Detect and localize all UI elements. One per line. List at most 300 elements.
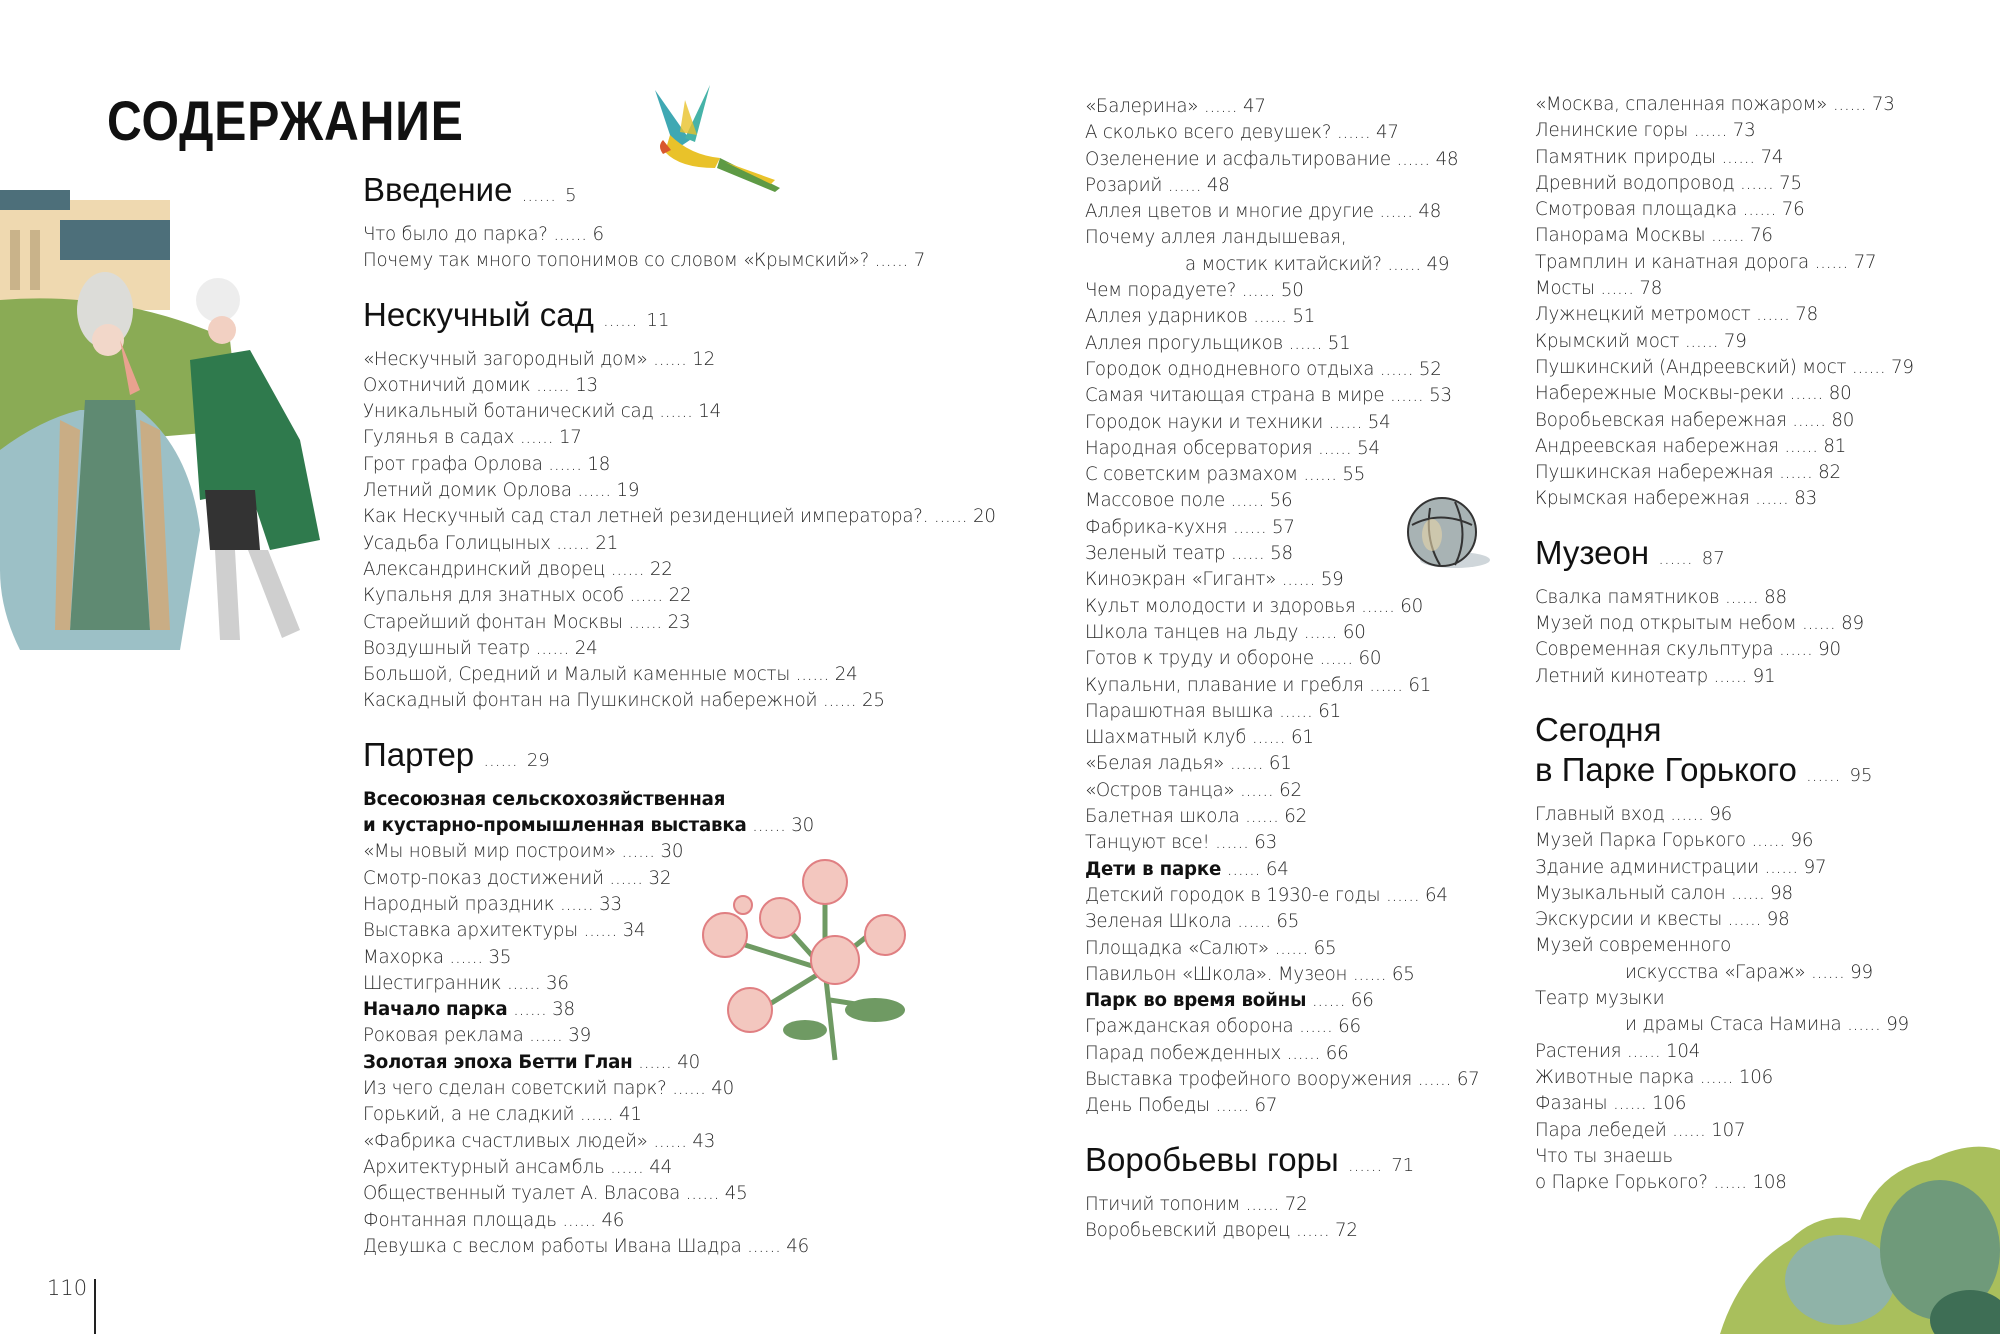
toc-entry-title: Культ молодости и здоровья [1085, 595, 1356, 617]
leader-dots: ...... [556, 532, 590, 554]
toc-entry[interactable] [1085, 830, 1515, 856]
toc-entry[interactable] [1535, 408, 1995, 434]
toc-entry[interactable] [1535, 355, 1995, 381]
toc-entry[interactable] [1085, 383, 1515, 409]
toc-entry-page-number: 61 [1318, 700, 1341, 722]
section-heading[interactable] [1535, 710, 1995, 750]
section-page-number: 5 [565, 185, 577, 206]
toc-entry-page-number: 6 [592, 224, 604, 245]
toc-entry-page-number: 30 [660, 841, 684, 863]
toc-entry-page-number: 60 [1358, 648, 1382, 670]
toc-entry-page-number: 36 [546, 972, 569, 994]
leader-dots: ...... [1229, 753, 1264, 775]
leader-dots: ...... [1279, 700, 1313, 722]
section-heading[interactable] [363, 735, 983, 781]
toc-entry[interactable] [1535, 986, 1995, 1012]
toc-entry-title: Почему аллея ландышевая, [1085, 227, 1347, 249]
toc-entry-page-number: 63 [1254, 832, 1278, 854]
toc-entry-page-number: 65 [1391, 963, 1415, 985]
toc-entry-page-number: 108 [1752, 1172, 1787, 1194]
toc-entry[interactable] [1085, 699, 1515, 725]
toc-entry-page-number: 99 [1886, 1014, 1909, 1036]
toc-entry[interactable] [363, 1208, 983, 1234]
leader-dots: ...... [1693, 120, 1728, 142]
leader-dots: ...... [521, 185, 556, 206]
toc-entry-title: Аллея ударников [1085, 306, 1248, 328]
toc-entry-title: Парад побежденных [1085, 1042, 1282, 1064]
toc-entry-title: Балетная школа [1085, 806, 1240, 828]
leader-dots: ...... [1814, 251, 1849, 273]
toc-entry-title: Охотничий домик [363, 374, 531, 396]
toc-entry-title: Озеленение и асфальтирование [1085, 148, 1391, 170]
section-page-number: 71 [1391, 1154, 1415, 1176]
section-heading[interactable] [1535, 533, 1995, 579]
leader-dots: ...... [1347, 1154, 1383, 1176]
toc-entry[interactable] [363, 248, 983, 274]
toc-entry[interactable] [1535, 611, 1995, 637]
leader-dots: ...... [1230, 543, 1265, 565]
toc-entry[interactable] [1535, 802, 1995, 828]
leader-dots: ...... [1167, 174, 1202, 196]
toc-entry[interactable] [1085, 252, 1515, 278]
leader-dots: ...... [1369, 674, 1403, 696]
toc-entry-title: Розарий [1085, 174, 1163, 196]
toc-entry[interactable] [1535, 171, 1995, 197]
toc-entry[interactable] [363, 399, 983, 425]
toc-entry[interactable] [1535, 637, 1995, 663]
leader-dots: ...... [1352, 963, 1387, 985]
toc-entry[interactable] [1085, 909, 1515, 935]
toc-entry-page-number: 48 [1418, 201, 1442, 223]
toc-entry-title: Летний кинотеатр [1535, 665, 1708, 687]
toc-entry[interactable] [1085, 751, 1515, 777]
leader-dots: ...... [1232, 516, 1267, 538]
toc-entry-page-number: 47 [1242, 96, 1266, 117]
section-heading[interactable] [1535, 750, 1995, 796]
toc-entry[interactable] [363, 610, 983, 636]
leader-dots: ...... [1379, 201, 1413, 223]
toc-entry-title: Массовое поле [1085, 490, 1225, 512]
toc-entry[interactable] [1535, 664, 1995, 690]
toc-entry[interactable] [1085, 988, 1515, 1014]
toc-entry-title: Пара лебедей [1535, 1119, 1667, 1141]
toc-entry[interactable] [1085, 462, 1515, 488]
toc-entry[interactable] [363, 222, 983, 248]
leader-dots: ...... [672, 1078, 706, 1100]
toc-entry-title: Шахматный клуб [1085, 727, 1247, 749]
section-heading[interactable] [363, 170, 983, 216]
leader-dots: ...... [1240, 779, 1274, 801]
toc-entry[interactable] [363, 971, 983, 997]
toc-entry[interactable] [363, 583, 983, 609]
leader-dots: ...... [1336, 122, 1371, 144]
section-heading[interactable] [1085, 1140, 1515, 1186]
leader-dots: ...... [1806, 764, 1841, 786]
toc-entry[interactable] [1535, 1170, 1995, 1196]
toc-entry-title: Пушкинская набережная [1535, 462, 1774, 484]
leader-dots: ...... [1626, 1040, 1661, 1062]
toc-entry[interactable] [1535, 434, 1995, 460]
leader-dots: ...... [535, 637, 570, 659]
toc-entry[interactable] [1085, 725, 1515, 751]
toc-entry[interactable] [1085, 147, 1515, 173]
toc-entry[interactable] [1085, 94, 1515, 120]
leader-dots: ...... [1721, 146, 1755, 168]
toc-entry[interactable] [1085, 120, 1515, 146]
toc-entry[interactable] [1085, 1067, 1515, 1093]
toc-entry-page-number: 76 [1750, 225, 1773, 247]
toc-entry-title: Гражданская оборона [1085, 1016, 1294, 1038]
toc-entry-page-number: 98 [1770, 882, 1793, 904]
toc-entry[interactable] [363, 813, 983, 839]
toc-entry-title: и драмы Стаса Намина [1625, 1014, 1842, 1036]
toc-entry-page-number: 67 [1254, 1095, 1278, 1117]
leader-dots: ...... [1684, 330, 1719, 352]
toc-entry-title: Крымская набережная [1535, 488, 1750, 510]
toc-entry[interactable] [363, 866, 983, 892]
baroque-couple-illustration [0, 190, 335, 660]
toc-entry-page-number: 104 [1666, 1040, 1701, 1062]
section-heading-text: Введение [363, 171, 513, 208]
toc-entry[interactable] [363, 688, 983, 714]
leader-dots: ...... [1379, 358, 1414, 380]
leader-dots: ...... [795, 664, 830, 686]
leader-dots: ...... [1751, 830, 1785, 852]
toc-entry-page-number: 65 [1313, 937, 1337, 959]
toc-entry-page-number: 79 [1891, 356, 1914, 378]
toc-entry-page-number: 96 [1709, 803, 1733, 825]
toc-entry-page-number: 50 [1280, 280, 1304, 302]
toc-entry[interactable] [1085, 857, 1515, 883]
toc-entry-title: Как Нескучный сад стал летней резиденцией императора?. [363, 506, 929, 528]
toc-entry-title: Музей Парка Горького [1535, 830, 1746, 852]
leader-dots: ...... [1319, 648, 1353, 670]
toc-entry-title: Крымский мост [1535, 330, 1680, 352]
toc-entry[interactable] [1085, 357, 1515, 383]
toc-entry-title: Грот графа Орлова [363, 453, 543, 475]
leader-dots: ...... [621, 841, 655, 863]
toc-entry[interactable] [1535, 381, 1995, 407]
toc-entry[interactable] [1085, 620, 1515, 646]
leader-dots: ...... [1295, 1219, 1330, 1241]
toc-entry[interactable] [363, 1076, 983, 1102]
toc-entry-page-number: 97 [1803, 856, 1827, 878]
toc-entry[interactable] [1085, 567, 1515, 593]
section-gap [1535, 690, 1995, 710]
toc-entry[interactable] [1535, 1144, 1995, 1170]
section-heading-text: Нескучный сад [363, 295, 594, 333]
toc-entry-title: Чем порадуете? [1085, 280, 1237, 302]
toc-entry-page-number: 62 [1279, 779, 1302, 801]
toc-entry[interactable] [1535, 881, 1995, 907]
toc-entry-title: Воробьевский дворец [1085, 1219, 1291, 1241]
leader-dots: ...... [1317, 437, 1352, 459]
leader-dots: ...... [1710, 225, 1745, 247]
toc-entry-page-number: 13 [575, 374, 598, 396]
toc-entry-title: Купальня для знатных особ [363, 585, 624, 607]
toc-entry-page-number: 39 [568, 1025, 591, 1047]
toc-entry-page-number: 59 [1320, 569, 1344, 591]
leader-dots: ...... [603, 309, 638, 331]
toc-entry-page-number: 78 [1795, 304, 1818, 326]
toc-entry-title: Фабрика-кухня [1085, 516, 1228, 538]
toc-entry-title: «Москва, спаленная пожаром» [1535, 94, 1828, 115]
toc-entry[interactable] [363, 504, 996, 530]
toc-entry-title: «Белая ладья» [1085, 753, 1225, 775]
toc-entry-page-number: 41 [618, 1104, 642, 1126]
toc-entry[interactable] [1085, 594, 1515, 620]
toc-entry[interactable] [1085, 410, 1515, 436]
leader-dots: ...... [1245, 1193, 1280, 1215]
toc-entry[interactable] [363, 997, 983, 1023]
toc-entry[interactable] [1535, 486, 1995, 512]
toc-entry[interactable] [1085, 1218, 1515, 1244]
toc-entry-title: «Балерина» [1085, 96, 1199, 117]
leader-dots: ...... [1713, 1172, 1747, 1194]
leader-dots: ...... [752, 815, 786, 837]
toc-entry-page-number: 91 [1752, 665, 1776, 687]
toc-entry[interactable] [363, 452, 983, 478]
toc-entry[interactable] [1535, 585, 1995, 611]
toc-entry[interactable] [1535, 907, 1995, 933]
toc-entry-title: Зеленый театр [1085, 543, 1226, 565]
leader-dots: ...... [1672, 1119, 1706, 1141]
toc-entry-page-number: 66 [1325, 1042, 1349, 1064]
toc-entry[interactable] [363, 1023, 983, 1049]
toc-column-2 [1085, 94, 1515, 1244]
toc-entry[interactable] [363, 1234, 983, 1260]
toc-entry-title: Школа танцев на льду [1085, 621, 1299, 643]
toc-entry-page-number: 25 [861, 690, 885, 712]
toc-entry[interactable] [1085, 673, 1515, 699]
toc-entry[interactable] [1085, 646, 1515, 672]
toc-entry-title: Детский городок в 1930-е годы [1085, 884, 1381, 906]
toc-entry-page-number: 78 [1639, 278, 1663, 300]
toc-entry-title: Городок науки и техники [1085, 411, 1324, 433]
toc-entry-title: Музей современного [1535, 935, 1732, 957]
toc-entry[interactable] [1085, 804, 1515, 830]
toc-entry[interactable] [1085, 962, 1515, 988]
section-page-number: 11 [646, 309, 670, 331]
toc-entry-title: Каскадный фонтан на Пушкинской набережной [363, 690, 818, 712]
toc-entry-title: Шестигранник [363, 972, 502, 994]
toc-entry[interactable] [1535, 118, 1995, 144]
toc-entry[interactable] [363, 918, 983, 944]
leader-dots: ...... [559, 893, 594, 915]
toc-entry-title: Старейший фонтан Москвы [363, 611, 623, 633]
toc-entry-page-number: 46 [601, 1209, 625, 1231]
toc-entry[interactable] [1535, 1065, 1995, 1091]
toc-entry-title: Лужнецкий метромост [1535, 304, 1751, 326]
toc-entry[interactable] [1535, 1118, 1995, 1144]
toc-entry-title: Театр музыки [1535, 988, 1665, 1010]
toc-entry-title: Площадка «Салют» [1085, 937, 1269, 959]
toc-entry-page-number: 98 [1766, 909, 1790, 931]
toc-entry-page-number: 80 [1828, 383, 1852, 405]
toc-entry-page-number: 106 [1652, 1093, 1687, 1115]
toc-entry-page-number: 43 [692, 1130, 716, 1152]
section-heading[interactable] [363, 295, 983, 341]
toc-entry-title: Трамплин и канатная дорога [1535, 251, 1809, 273]
toc-entry[interactable] [363, 478, 983, 504]
toc-entry-page-number: 80 [1831, 409, 1855, 431]
toc-entry[interactable] [363, 945, 983, 971]
toc-entry[interactable] [1085, 778, 1515, 804]
toc-entry[interactable] [1085, 936, 1515, 962]
toc-entry-page-number: 61 [1290, 727, 1314, 749]
toc-entry[interactable] [1085, 1192, 1515, 1218]
toc-entry-page-number: 19 [616, 480, 640, 502]
toc-entry[interactable] [1085, 1041, 1515, 1067]
toc-entry[interactable] [1085, 541, 1515, 567]
toc-entry[interactable] [1535, 197, 1995, 223]
toc-entry-page-number: 20 [972, 506, 996, 528]
toc-entry[interactable] [1535, 329, 1995, 355]
toc-entry[interactable] [363, 373, 983, 399]
toc-entry-page-number: 79 [1723, 330, 1747, 352]
toc-entry[interactable] [1085, 278, 1515, 304]
toc-entry[interactable] [363, 1155, 983, 1181]
toc-entry[interactable] [363, 531, 983, 557]
toc-entry[interactable] [363, 425, 983, 451]
toc-entry-title: Экскурсии и квесты [1535, 909, 1723, 931]
leader-dots: ...... [1742, 199, 1777, 221]
toc-entry[interactable] [1535, 1012, 1995, 1038]
toc-entry[interactable] [1085, 225, 1515, 251]
toc-entry-page-number: 65 [1276, 911, 1300, 933]
leader-dots: ...... [628, 611, 662, 633]
toc-entry[interactable] [1535, 960, 1995, 986]
leader-dots: ...... [1230, 490, 1265, 512]
toc-entry[interactable] [363, 557, 983, 583]
leader-dots: ...... [629, 585, 663, 607]
toc-entry-page-number: 107 [1711, 1119, 1746, 1141]
leader-dots: ...... [1286, 1042, 1321, 1064]
toc-entry[interactable] [1085, 304, 1515, 330]
toc-entry-page-number: 96 [1790, 830, 1814, 852]
toc-entry[interactable] [1085, 199, 1515, 225]
toc-entry-page-number: 89 [1841, 613, 1864, 635]
leader-dots: ...... [1203, 96, 1238, 117]
leader-dots: ...... [1600, 278, 1634, 300]
toc-entry[interactable] [1535, 460, 1995, 486]
leader-dots: ...... [506, 972, 541, 994]
toc-entry-page-number: 56 [1269, 490, 1293, 512]
leader-dots: ...... [1303, 464, 1337, 486]
leader-dots: ...... [536, 374, 570, 396]
leader-dots: ...... [638, 1051, 672, 1073]
leader-dots: ...... [609, 867, 643, 889]
toc-entry[interactable] [1085, 488, 1515, 514]
toc-entry[interactable] [363, 787, 983, 813]
toc-entry-title: Горький, а не сладкий [363, 1104, 575, 1126]
toc-entry[interactable] [1085, 1014, 1515, 1040]
leader-dots: ...... [1740, 172, 1774, 194]
toc-entry[interactable] [1535, 223, 1995, 249]
leader-dots: ...... [1288, 332, 1323, 354]
toc-entry-title: Памятник природы [1535, 146, 1716, 168]
leader-dots: ...... [1274, 937, 1309, 959]
toc-entry[interactable] [1535, 92, 1995, 118]
toc-entry-page-number: 77 [1853, 251, 1877, 273]
toc-entry[interactable] [363, 1102, 983, 1128]
toc-entry-title: о Парке Горького? [1535, 1172, 1714, 1194]
toc-entry[interactable] [1535, 302, 1995, 328]
page-number: 110 [47, 1276, 88, 1300]
leader-dots: ...... [1847, 1014, 1881, 1036]
toc-entry[interactable] [363, 636, 983, 662]
toc-entry-title: Дети в парке [1085, 858, 1222, 880]
toc-entry-page-number: 38 [552, 999, 575, 1021]
leader-dots: ...... [1832, 94, 1867, 115]
toc-entry[interactable] [1085, 1093, 1515, 1119]
toc-entry[interactable] [1085, 436, 1515, 462]
toc-entry-title: Уникальный ботанический сад [363, 401, 654, 423]
toc-entry[interactable] [363, 1050, 983, 1076]
leader-dots: ...... [553, 224, 587, 245]
leader-dots: ...... [933, 506, 968, 528]
toc-entry[interactable] [1535, 1039, 1995, 1065]
toc-entry[interactable] [363, 347, 983, 373]
toc-entry-title: Современная скульптура [1535, 639, 1774, 661]
toc-entry-page-number: 12 [692, 348, 715, 370]
toc-entry-title: Что ты знаешь [1535, 1145, 1673, 1167]
leader-dots: ...... [483, 749, 518, 771]
toc-entry-title: Купальни, плавание и гребля [1085, 674, 1364, 696]
toc-entry-title: Девушка с веслом работы Ивана Шадра [363, 1235, 742, 1257]
toc-entry[interactable] [1085, 173, 1515, 199]
toc-entry[interactable] [1535, 828, 1995, 854]
leader-dots: ...... [1215, 1095, 1249, 1117]
toc-entry-page-number: 44 [649, 1156, 672, 1178]
toc-entry-page-number: 21 [595, 532, 619, 554]
toc-entry-title: Большой, Средний и Малый каменные мосты [363, 664, 791, 686]
toc-entry[interactable] [363, 1129, 983, 1155]
toc-entry[interactable] [1085, 331, 1515, 357]
toc-entry-title: День Победы [1085, 1095, 1210, 1117]
toc-entry-page-number: 17 [558, 427, 582, 449]
toc-entry[interactable] [363, 892, 983, 918]
toc-entry-page-number: 54 [1357, 437, 1380, 459]
leader-dots: ...... [1396, 148, 1430, 170]
leader-dots: ...... [1328, 411, 1363, 433]
toc-entry[interactable] [363, 839, 983, 865]
leader-dots: ...... [1385, 884, 1420, 906]
leader-dots: ...... [1727, 909, 1762, 931]
toc-entry[interactable] [1535, 145, 1995, 171]
toc-entry[interactable] [1535, 276, 1995, 302]
toc-entry[interactable] [1085, 883, 1515, 909]
toc-entry[interactable] [363, 1181, 983, 1207]
toc-entry[interactable] [1535, 1091, 1995, 1117]
toc-entry[interactable] [363, 662, 983, 688]
toc-entry[interactable] [1085, 515, 1515, 541]
toc-entry-page-number: 67 [1456, 1068, 1480, 1090]
toc-entry[interactable] [1535, 933, 1995, 959]
section-heading-text: Музеон [1535, 533, 1650, 571]
toc-entry-page-number: 51 [1327, 332, 1351, 354]
leader-dots: ...... [1387, 253, 1421, 275]
toc-entry-title: Готов к труду и обороне [1085, 648, 1314, 670]
toc-entry-title: Выставка трофейного вооружения [1085, 1068, 1413, 1090]
toc-entry[interactable] [1535, 250, 1995, 276]
toc-entry[interactable] [1535, 855, 1995, 881]
toc-entry-title: Пушкинский (Андреевский) мост [1535, 356, 1847, 378]
toc-entry-title: Общественный туалет А. Власова [363, 1183, 681, 1205]
toc-entry-title: Усадьба Голицыных [363, 532, 551, 554]
toc-entry-title: Гулянья в садах [363, 427, 515, 449]
leader-dots: ...... [1713, 665, 1748, 687]
